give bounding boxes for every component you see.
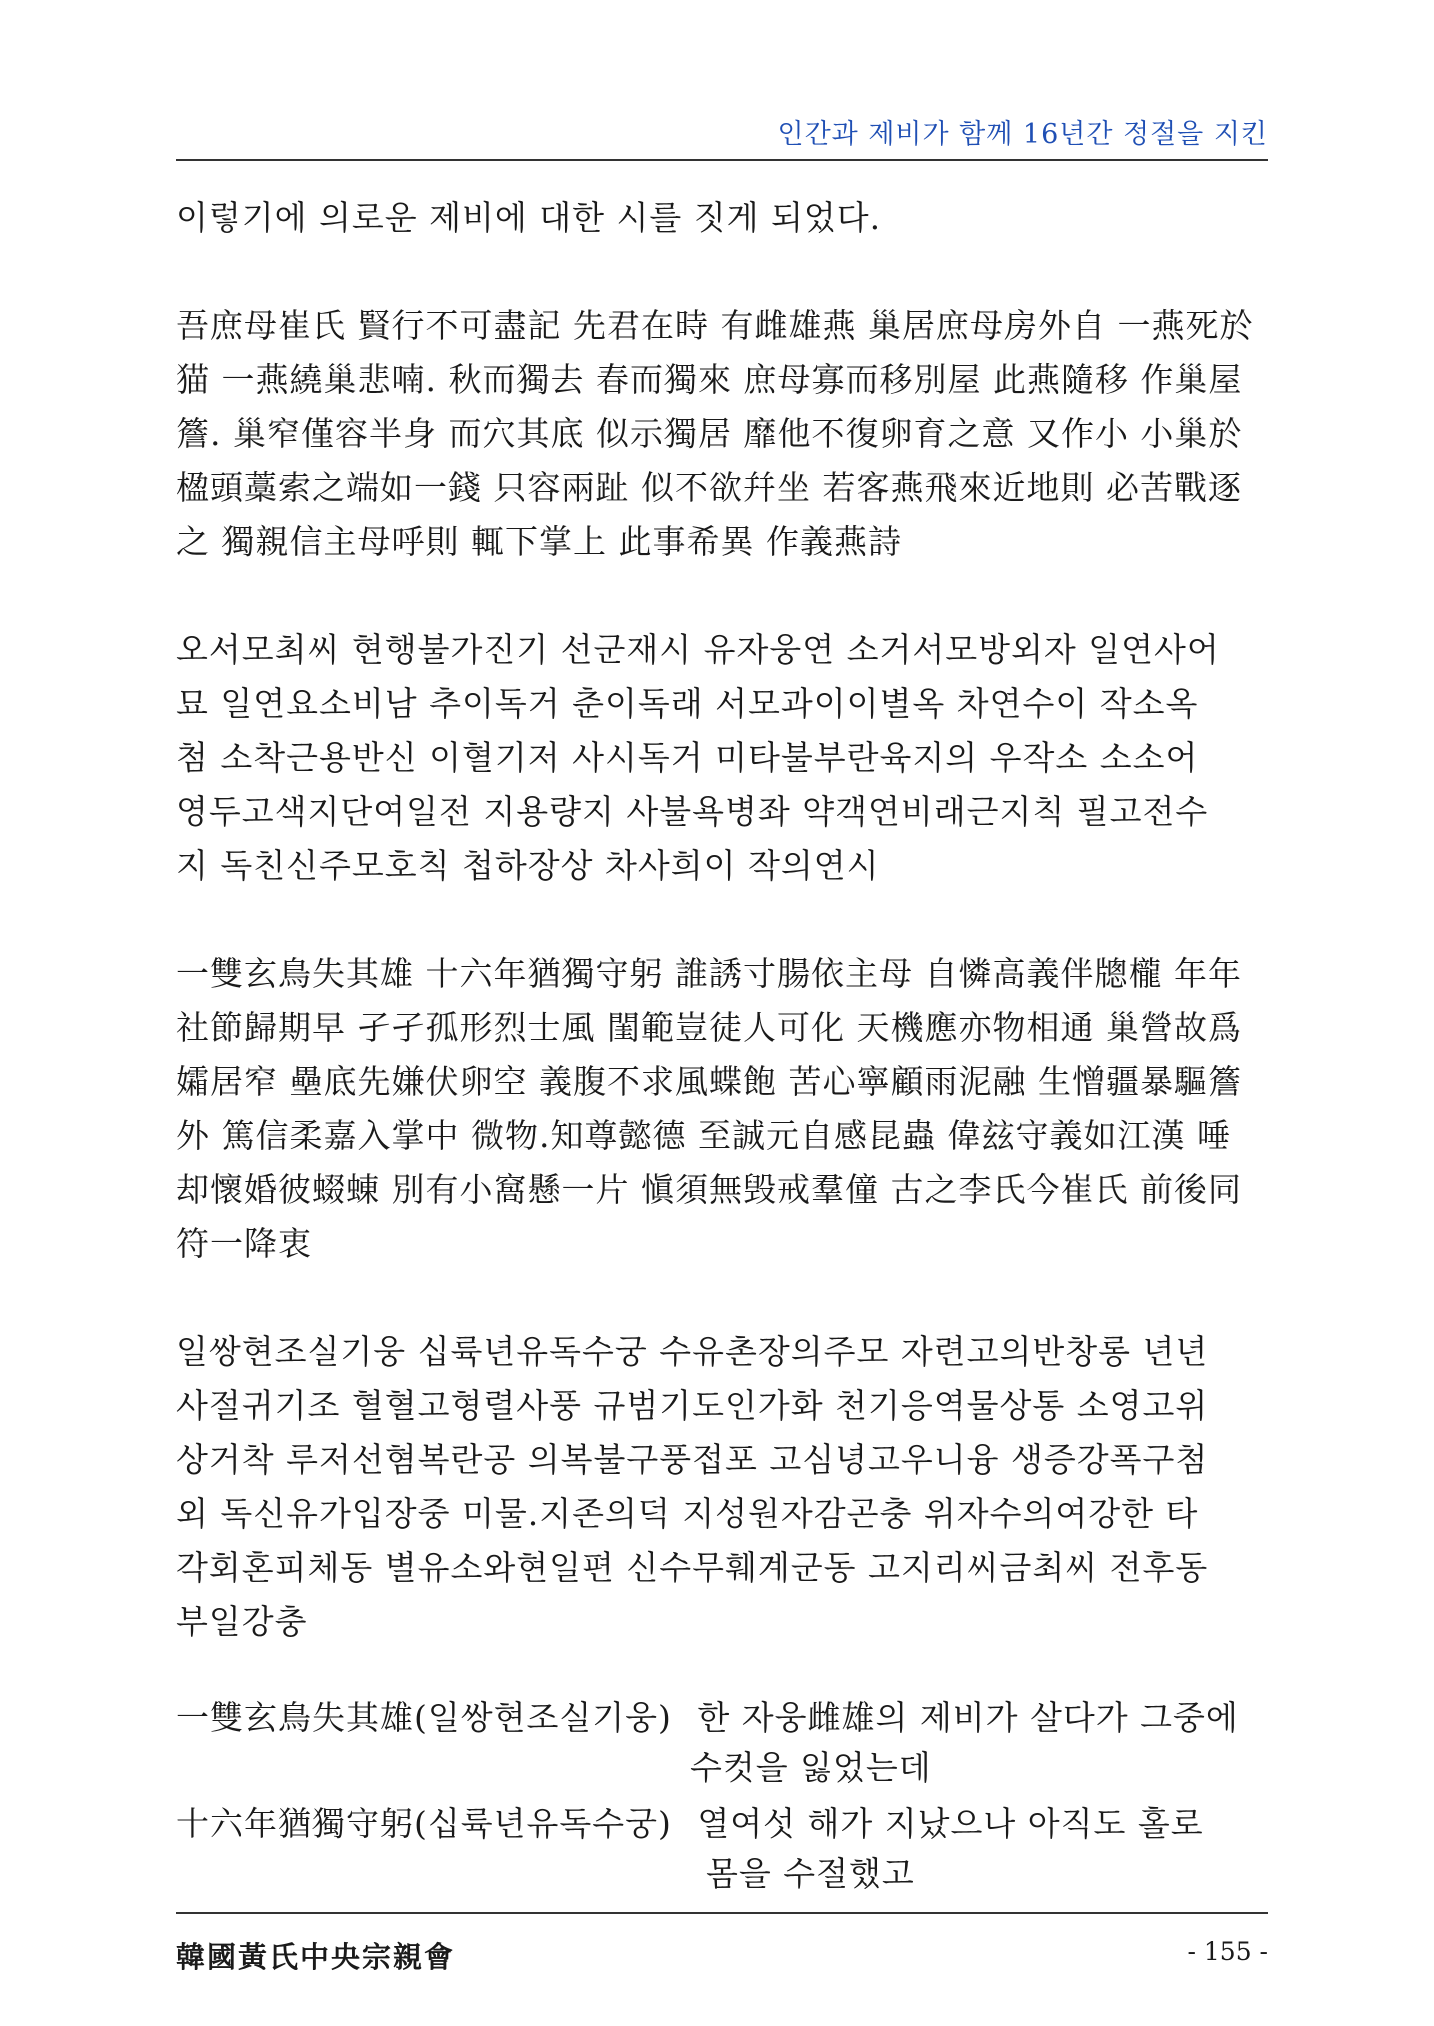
header-divider [176, 159, 1268, 161]
hanmun-prose-line: 吾庶母崔氏 賢行不可盡記 先君在時 有雌雄燕 巢居庶母房外自 一燕死於 [176, 306, 1254, 345]
running-header-title: 인간과 제비가 함께 16년간 정절을 지킨 [777, 119, 1268, 150]
hangul-prose-line: 오서모최씨 현행불가진기 선군재시 유자웅연 소거서모방외자 일연사어 [176, 630, 1220, 669]
hanmun-prose-line: 簷. 巢窄僅容半身 而穴其底 似示獨居 靡他不復卵育之意 又作小 小巢於 [176, 414, 1243, 453]
gloss-meaning: 한 자웅雌雄의 제비가 살다가 그중에 [697, 1698, 1239, 1737]
page-number: - 155 - [1187, 1937, 1268, 1966]
gloss-meaning-continuation: 몸을 수절했고 [706, 1854, 915, 1893]
hanmun-prose-line: 楹頭藁索之端如一錢 只容兩趾 似不欲幷坐 若客燕飛來近地則 必苦戰逐 [176, 468, 1242, 507]
hanmun-poem-line: 却懷婚彼蝃蝀 別有小窩懸一片 愼須無毁戒羣僮 古之李氏今崔氏 前後同 [176, 1170, 1242, 1209]
hangul-poem-line: 일쌍현조실기웅 십륙년유독수궁 수유촌장의주모 자련고의반창롱 년년 [176, 1332, 1209, 1371]
publisher-logo: 韓國黃氏中央宗親會 [176, 1940, 456, 1974]
hangul-prose-line: 첨 소착근용반신 이혈기저 사시독거 미타불부란육지의 우작소 소소어 [176, 738, 1199, 777]
hangul-poem-line: 사절귀기조 혈혈고형렬사풍 규범기도인가화 천기응역물상통 소영고위 [176, 1386, 1209, 1425]
gloss-source: 一雙玄鳥失其雄(일쌍현조실기웅) [176, 1698, 672, 1737]
gloss-line [176, 1798, 1204, 1845]
gloss-source: 十六年猶獨守躬(십륙년유독수궁) [176, 1804, 672, 1843]
hanmun-poem-line: 孀居窄 壘底先嫌伏卵空 義腹不求風蝶飽 苦心寧顧雨泥融 生憎疆暴驅簷 [176, 1062, 1242, 1101]
hangul-prose-line: 지 독친신주모호칙 첩하장상 차사희이 작의연시 [176, 846, 880, 885]
footer-divider [176, 1912, 1268, 1914]
gloss-meaning-continuation: 수컷을 잃었는데 [690, 1748, 932, 1787]
hangul-poem-line: 상거착 루저선혐복란공 의복불구풍접포 고심녕고우니융 생증강폭구첨 [176, 1440, 1209, 1479]
hanmun-prose-line: 之 獨親信主母呼則 輒下掌上 此事希異 作義燕詩 [176, 522, 902, 561]
hangul-prose-line: 영두고색지단여일전 지용량지 사불욕병좌 약객연비래근지칙 필고전수 [176, 792, 1209, 831]
hanmun-poem-line: 外 篤信柔嘉入掌中 微物.知尊懿德 至誠元自感昆蟲 偉玆守義如江漢 唾 [176, 1116, 1231, 1155]
hangul-poem-line: 각회혼피체동 별유소와현일편 신수무훼계군동 고지리씨금최씨 전후동 [176, 1548, 1209, 1587]
hangul-prose-line: 묘 일연요소비남 추이독거 춘이독래 서모과이이별옥 차연수이 작소옥 [176, 684, 1199, 723]
hanmun-poem-line: 符一降衷 [176, 1224, 312, 1263]
hanmun-prose-line: 猫 一燕繞巢悲喃. 秋而獨去 春而獨來 庶母寡而移別屋 此燕隨移 作巢屋 [176, 360, 1243, 399]
gloss-meaning: 열여섯 해가 지났으나 아직도 홀로 [697, 1804, 1204, 1843]
gloss-line [176, 1692, 1239, 1739]
intro-sentence: 이렇기에 의로운 제비에 대한 시를 짓게 되었다. [176, 198, 882, 237]
hangul-poem-line: 외 독신유가입장중 미물.지존의덕 지성원자감곤충 위자수의여강한 타 [176, 1494, 1199, 1533]
hanmun-poem-line: 一雙玄鳥失其雄 十六年猶獨守躬 誰誘寸腸依主母 自憐高義伴牕櫳 年年 [176, 954, 1242, 993]
hanmun-poem-line: 社節歸期早 孑孑孤形烈士風 閨範豈徒人可化 天機應亦物相通 巢營故爲 [176, 1008, 1242, 1047]
hangul-poem-line: 부일강충 [176, 1602, 308, 1641]
